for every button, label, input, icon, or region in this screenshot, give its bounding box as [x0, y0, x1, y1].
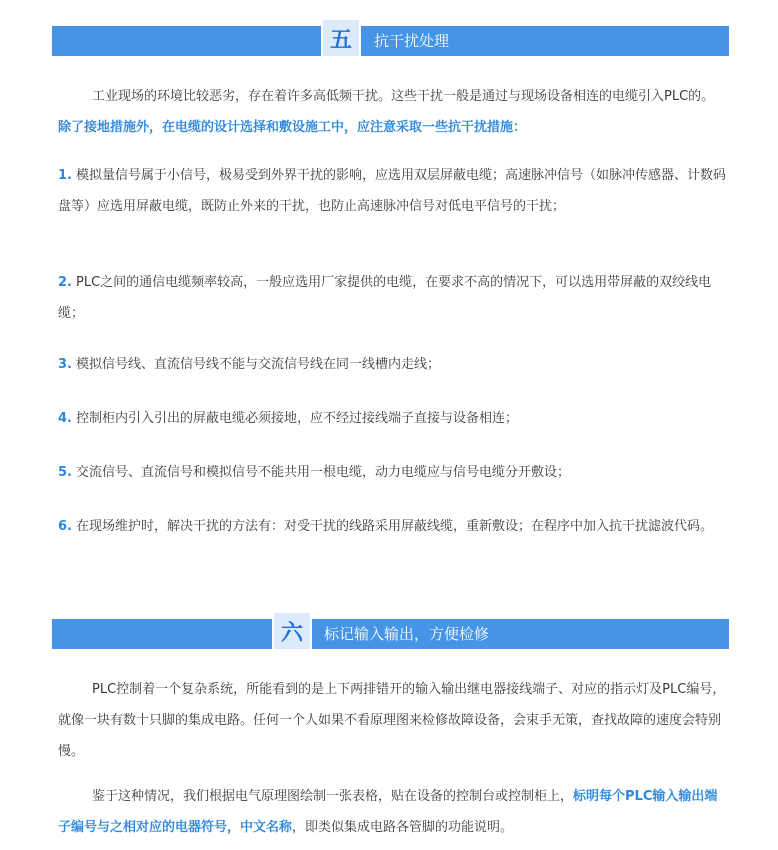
body-paragraph: PLC控制着一个复杂系统，所能看到的是上下两排错开的输入输出继电器接线端子、对应的指示灯及PLC编号，就像一块有数十只脚的集成电路。任何一个人如果不看原理图来检修故障设备，会束手无策，查找故障的速度会特别慢。: [58, 682, 726, 759]
section-number-badge: 六: [272, 611, 312, 651]
section-number-badge: 五: [321, 18, 361, 58]
section-header-5: [52, 26, 729, 56]
intro-highlight: 除了接地措施外，在电缆的设计选择和敷设施工中，应注意采取一些抗干扰措施：: [58, 120, 527, 135]
list-item: 4. 控制柜内引入引出的屏蔽电缆必须接地，应不经过接线端子直接与设备相连；: [58, 411, 518, 426]
list-item: 2. PLC之间的通信电缆频率较高，一般应选用厂家提供的电缆，在要求不高的情况下，可以选用带屏蔽的双绞线电缆；: [58, 275, 712, 321]
list-item: 6. 在现场维护时，解决干扰的方法有：对受干扰的线路采用屏蔽线缆，重新敷设；在程序中加入抗干扰滤波代码。: [58, 519, 713, 534]
section-header-6: [52, 619, 729, 649]
list-item: 5. 交流信号、直流信号和模拟信号不能共用一根电缆，动力电缆应与信号电缆分开敷设；: [58, 465, 570, 480]
list-item: 1. 模拟量信号属于小信号，极易受到外界干扰的影响，应选用双层屏蔽电缆；高速脉冲信号（如脉冲传感器、计数码盘等）应选用屏蔽电缆，既防止外来的干扰，也防止高速脉冲信号对低电平信号的干扰；: [58, 168, 726, 214]
list-item: 3. 模拟信号线、直流信号线不能与交流信号线在同一线槽内走线；: [58, 357, 440, 372]
section-title: 标记输入输出，方便检修: [324, 625, 490, 643]
paragraph-highlight: 标明每个PLC输入输出端子编号与之相对应的电器符号，中文名称: [58, 789, 718, 835]
body-paragraph: 鉴于这种情况，我们根据电气原理图绘制一张表格，贴在设备的控制台或控制柜上，标明每个PLC输入输出端子编号与之相对应的电器符号，中文名称，即类似集成电路各管脚的功能说明。: [58, 789, 718, 835]
intro-paragraph: 工业现场的环境比较恶劣，存在着许多高低频干扰。这些干扰一般是通过与现场设备相连的电缆引入PLC的。除了接地措施外，在电缆的设计选择和敷设施工中，应注意采取一些抗干扰措施：: [58, 89, 715, 135]
section-title: 抗干扰处理: [374, 32, 450, 50]
